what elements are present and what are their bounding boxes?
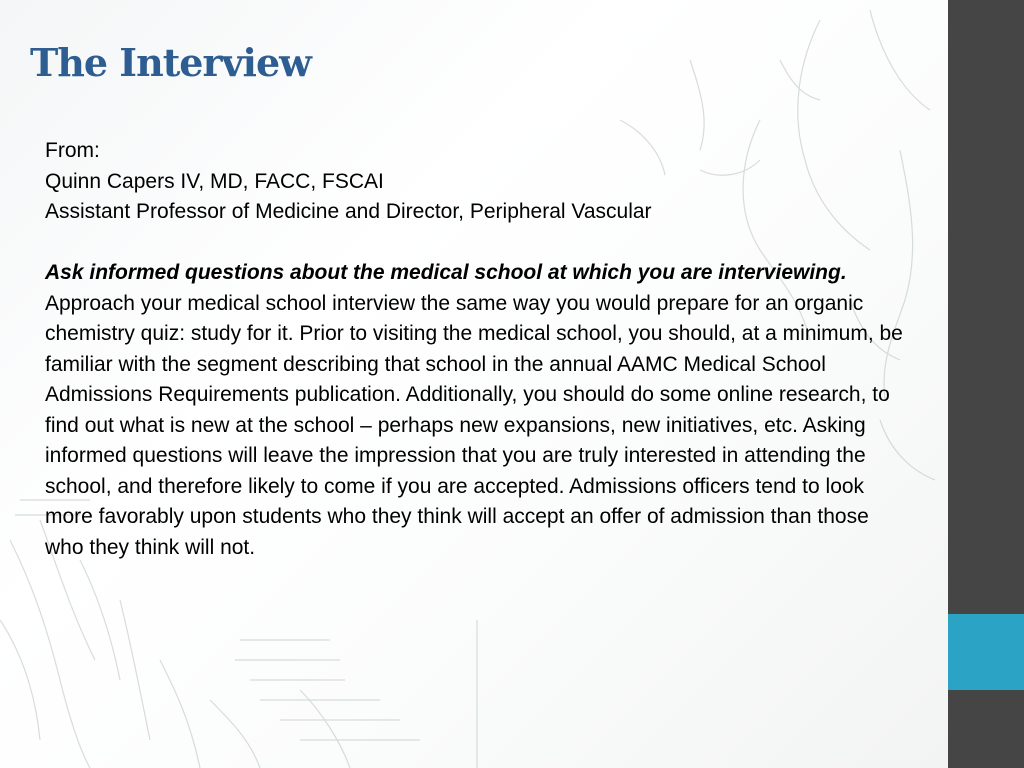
side-bar-accent bbox=[948, 614, 1024, 690]
slide-body bbox=[45, 136, 905, 563]
slide-title: The Interview bbox=[30, 40, 311, 85]
emphasis-heading: Ask informed questions about the medical school at which you are interviewing. bbox=[45, 261, 847, 284]
from-label: From: bbox=[45, 139, 100, 162]
spacer bbox=[45, 228, 905, 259]
author-name: Quinn Capers IV, MD, FACC, FSCAI bbox=[45, 169, 384, 193]
body-paragraph: Approach your medical school interview the same way you would prepare for an organic chemistry quiz: study for it. Prior to visiting the medical school, you should, at a minimum, be familiar with the segment describing that school in the annual AAMC Medical School Admissions Requirements publication. Additionally, you should do some online research, to find out what is new at the school – perhaps new expansions, new initiatives, etc. Asking informed questions will leave the impression that you are truly interested in attending the school, and therefore likely to come if you are accepted. Admissions officers tend to look more favorably upon students who they think will accept an offer of admission than those who they think will not. bbox=[45, 291, 903, 559]
author-role: Assistant Professor of Medicine and Director, Peripheral Vascular bbox=[45, 200, 652, 223]
